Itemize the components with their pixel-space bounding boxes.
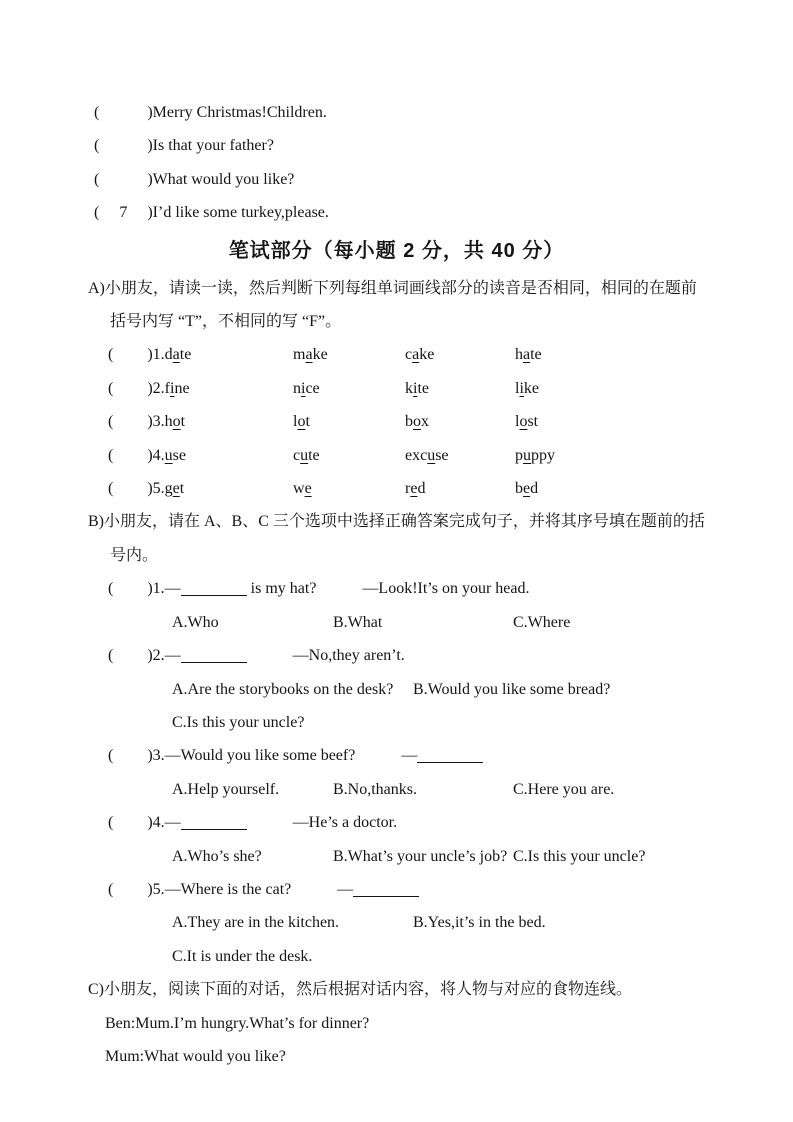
question-4 [0, 806, 793, 839]
paren-close: ) [147, 137, 153, 155]
word: cute [293, 446, 320, 464]
option-a: A.Who [172, 613, 219, 631]
options-row [0, 706, 793, 739]
listening-item [0, 96, 793, 129]
paren-open: ( [108, 379, 114, 397]
word-row [0, 439, 793, 472]
paren-open: ( [108, 814, 114, 832]
option-b: B.Yes,it’s in the bed. [413, 914, 546, 932]
question-1 [0, 572, 793, 605]
stem-text: is my hat? [246, 580, 317, 598]
dash: — [164, 580, 181, 598]
row-number: 2. [152, 379, 165, 397]
dialog-line-mum: Mum:What would you like? [105, 1047, 286, 1065]
paren-close: ) [147, 204, 153, 222]
answer-blank [353, 882, 419, 897]
paren-close: ) [147, 880, 153, 898]
word: make [293, 346, 328, 364]
section-b-instruction [0, 505, 793, 538]
instruction-text: 小朋友，阅读下面的对话，然后根据对话内容，将人物与对应的食物连线。 [104, 981, 633, 999]
question-number: 1. [152, 580, 165, 598]
listening-item-text: What would you like? [152, 170, 295, 188]
options-row [0, 840, 793, 873]
word: excuse [405, 446, 449, 464]
paren-open: ( [108, 580, 114, 598]
paren-open: ( [108, 413, 114, 431]
word: fine [164, 379, 190, 397]
paren-close: ) [147, 379, 153, 397]
written-section-title: 笔试部分（每小题 2 分，共 40 分） [228, 239, 565, 262]
section-c-instruction [0, 973, 793, 1006]
option-c: C.It is under the desk. [172, 947, 313, 965]
word-row [0, 472, 793, 505]
response-text: —No,they aren’t. [292, 647, 405, 665]
word: like [515, 379, 540, 397]
question-number: 5. [152, 880, 165, 898]
paren-open: ( [108, 480, 114, 498]
listening-item [0, 129, 793, 162]
option-c: C.Is this your uncle? [172, 713, 305, 731]
word: cake [405, 346, 435, 364]
response-text: —Look!It’s on your head. [362, 580, 530, 598]
row-number: 5. [152, 480, 165, 498]
option-b: B.Would you like some bread? [413, 680, 611, 698]
options-row [0, 673, 793, 706]
option-b: B.No,thanks. [333, 780, 417, 798]
word-row [0, 372, 793, 405]
answer-blank [181, 648, 247, 663]
paren-open: ( [94, 204, 100, 222]
word: bed [515, 480, 539, 498]
question-number: 2. [152, 647, 165, 665]
dash: — [164, 647, 181, 665]
answer-blank [181, 815, 247, 830]
stem-text: —Where is the cat? [164, 880, 292, 898]
paren-open: ( [108, 747, 114, 765]
section-a-label: A) [88, 279, 105, 297]
options-row [0, 606, 793, 639]
paren-close: ) [147, 480, 153, 498]
paren-close: ) [147, 747, 153, 765]
option-c: C.Is this your uncle? [513, 847, 646, 865]
stem-text: —Would you like some beef? [164, 747, 356, 765]
dash: — [337, 880, 354, 898]
option-b: B.What’s your uncle’s job? [333, 847, 508, 865]
paren-open: ( [108, 647, 114, 665]
section-b-instruction-cont: 号内。 [110, 546, 159, 564]
word: nice [293, 379, 320, 397]
listening-item [0, 163, 793, 196]
word: lost [515, 413, 539, 431]
listening-item-text: Merry Christmas!Children. [152, 104, 327, 121]
options-row [0, 773, 793, 806]
word: puppy [515, 446, 555, 464]
listening-item-text: Is that your father? [152, 137, 274, 155]
row-number: 3. [152, 413, 165, 431]
listening-item-text: I’d like some turkey,please. [152, 204, 329, 222]
instruction-text: 小朋友，请在 A、B、C 三个选项中选择正确答案完成句子，并将其序号填在题前的括 [104, 513, 705, 531]
word-row [0, 338, 793, 371]
section-b-label: B) [88, 513, 104, 531]
option-b: B.What [333, 613, 383, 631]
question-number: 3. [152, 747, 165, 765]
answer-blank [417, 748, 483, 763]
word: kite [405, 379, 429, 397]
row-number: 1. [152, 346, 165, 364]
word: get [164, 480, 185, 498]
question-3 [0, 739, 793, 772]
question-number: 4. [152, 814, 165, 832]
instruction-text: 小朋友，请读一读，然后判断下列每组单词画线部分的读音是否相同，相同的在题前 [104, 279, 697, 297]
word: box [405, 413, 429, 431]
answer-blank [181, 581, 247, 596]
options-row [0, 940, 793, 973]
paren-close: ) [147, 814, 153, 832]
paren-open: ( [94, 137, 100, 155]
option-a: A.They are in the kitchen. [172, 914, 340, 932]
options-row [0, 906, 793, 939]
paren-open: ( [108, 346, 114, 364]
word: red [405, 480, 426, 498]
paren-open: ( [94, 104, 100, 121]
option-a: A.Are the storybooks on the desk? [172, 680, 394, 698]
word: use [164, 446, 186, 464]
question-2 [0, 639, 793, 672]
section-c-label: C) [88, 981, 104, 999]
word: hot [164, 413, 186, 431]
option-a: A.Who’s she? [172, 847, 262, 865]
paren-close: ) [147, 413, 153, 431]
paren-open: ( [108, 446, 114, 464]
option-c: C.Where [513, 613, 571, 631]
paren-close: ) [147, 104, 153, 121]
word: we [293, 480, 312, 498]
row-number: 4. [152, 446, 165, 464]
word-row [0, 405, 793, 438]
option-c: C.Here you are. [513, 780, 615, 798]
word: lot [293, 413, 310, 431]
paren-close: ) [147, 446, 153, 464]
paren-close: ) [147, 170, 153, 188]
question-5 [0, 873, 793, 906]
section-a-instruction-cont: 括号内写 “T”，不相同的写 “F”。 [110, 313, 342, 331]
dash: — [164, 814, 181, 832]
dialog-line-ben: Ben:Mum.I’m hungry.What’s for dinner? [105, 1014, 370, 1032]
paren-close: ) [147, 346, 153, 364]
dash: — [401, 747, 418, 765]
word: hate [515, 346, 542, 364]
paren-close: ) [147, 580, 153, 598]
paren-close: ) [147, 647, 153, 665]
paren-open: ( [108, 880, 114, 898]
response-text: —He’s a doctor. [292, 814, 398, 832]
option-a: A.Help yourself. [172, 780, 280, 798]
listening-item [0, 196, 793, 229]
word: date [164, 346, 192, 364]
answer-slot: 7 [119, 204, 128, 222]
section-a-instruction [0, 272, 793, 305]
paren-open: ( [94, 170, 100, 188]
